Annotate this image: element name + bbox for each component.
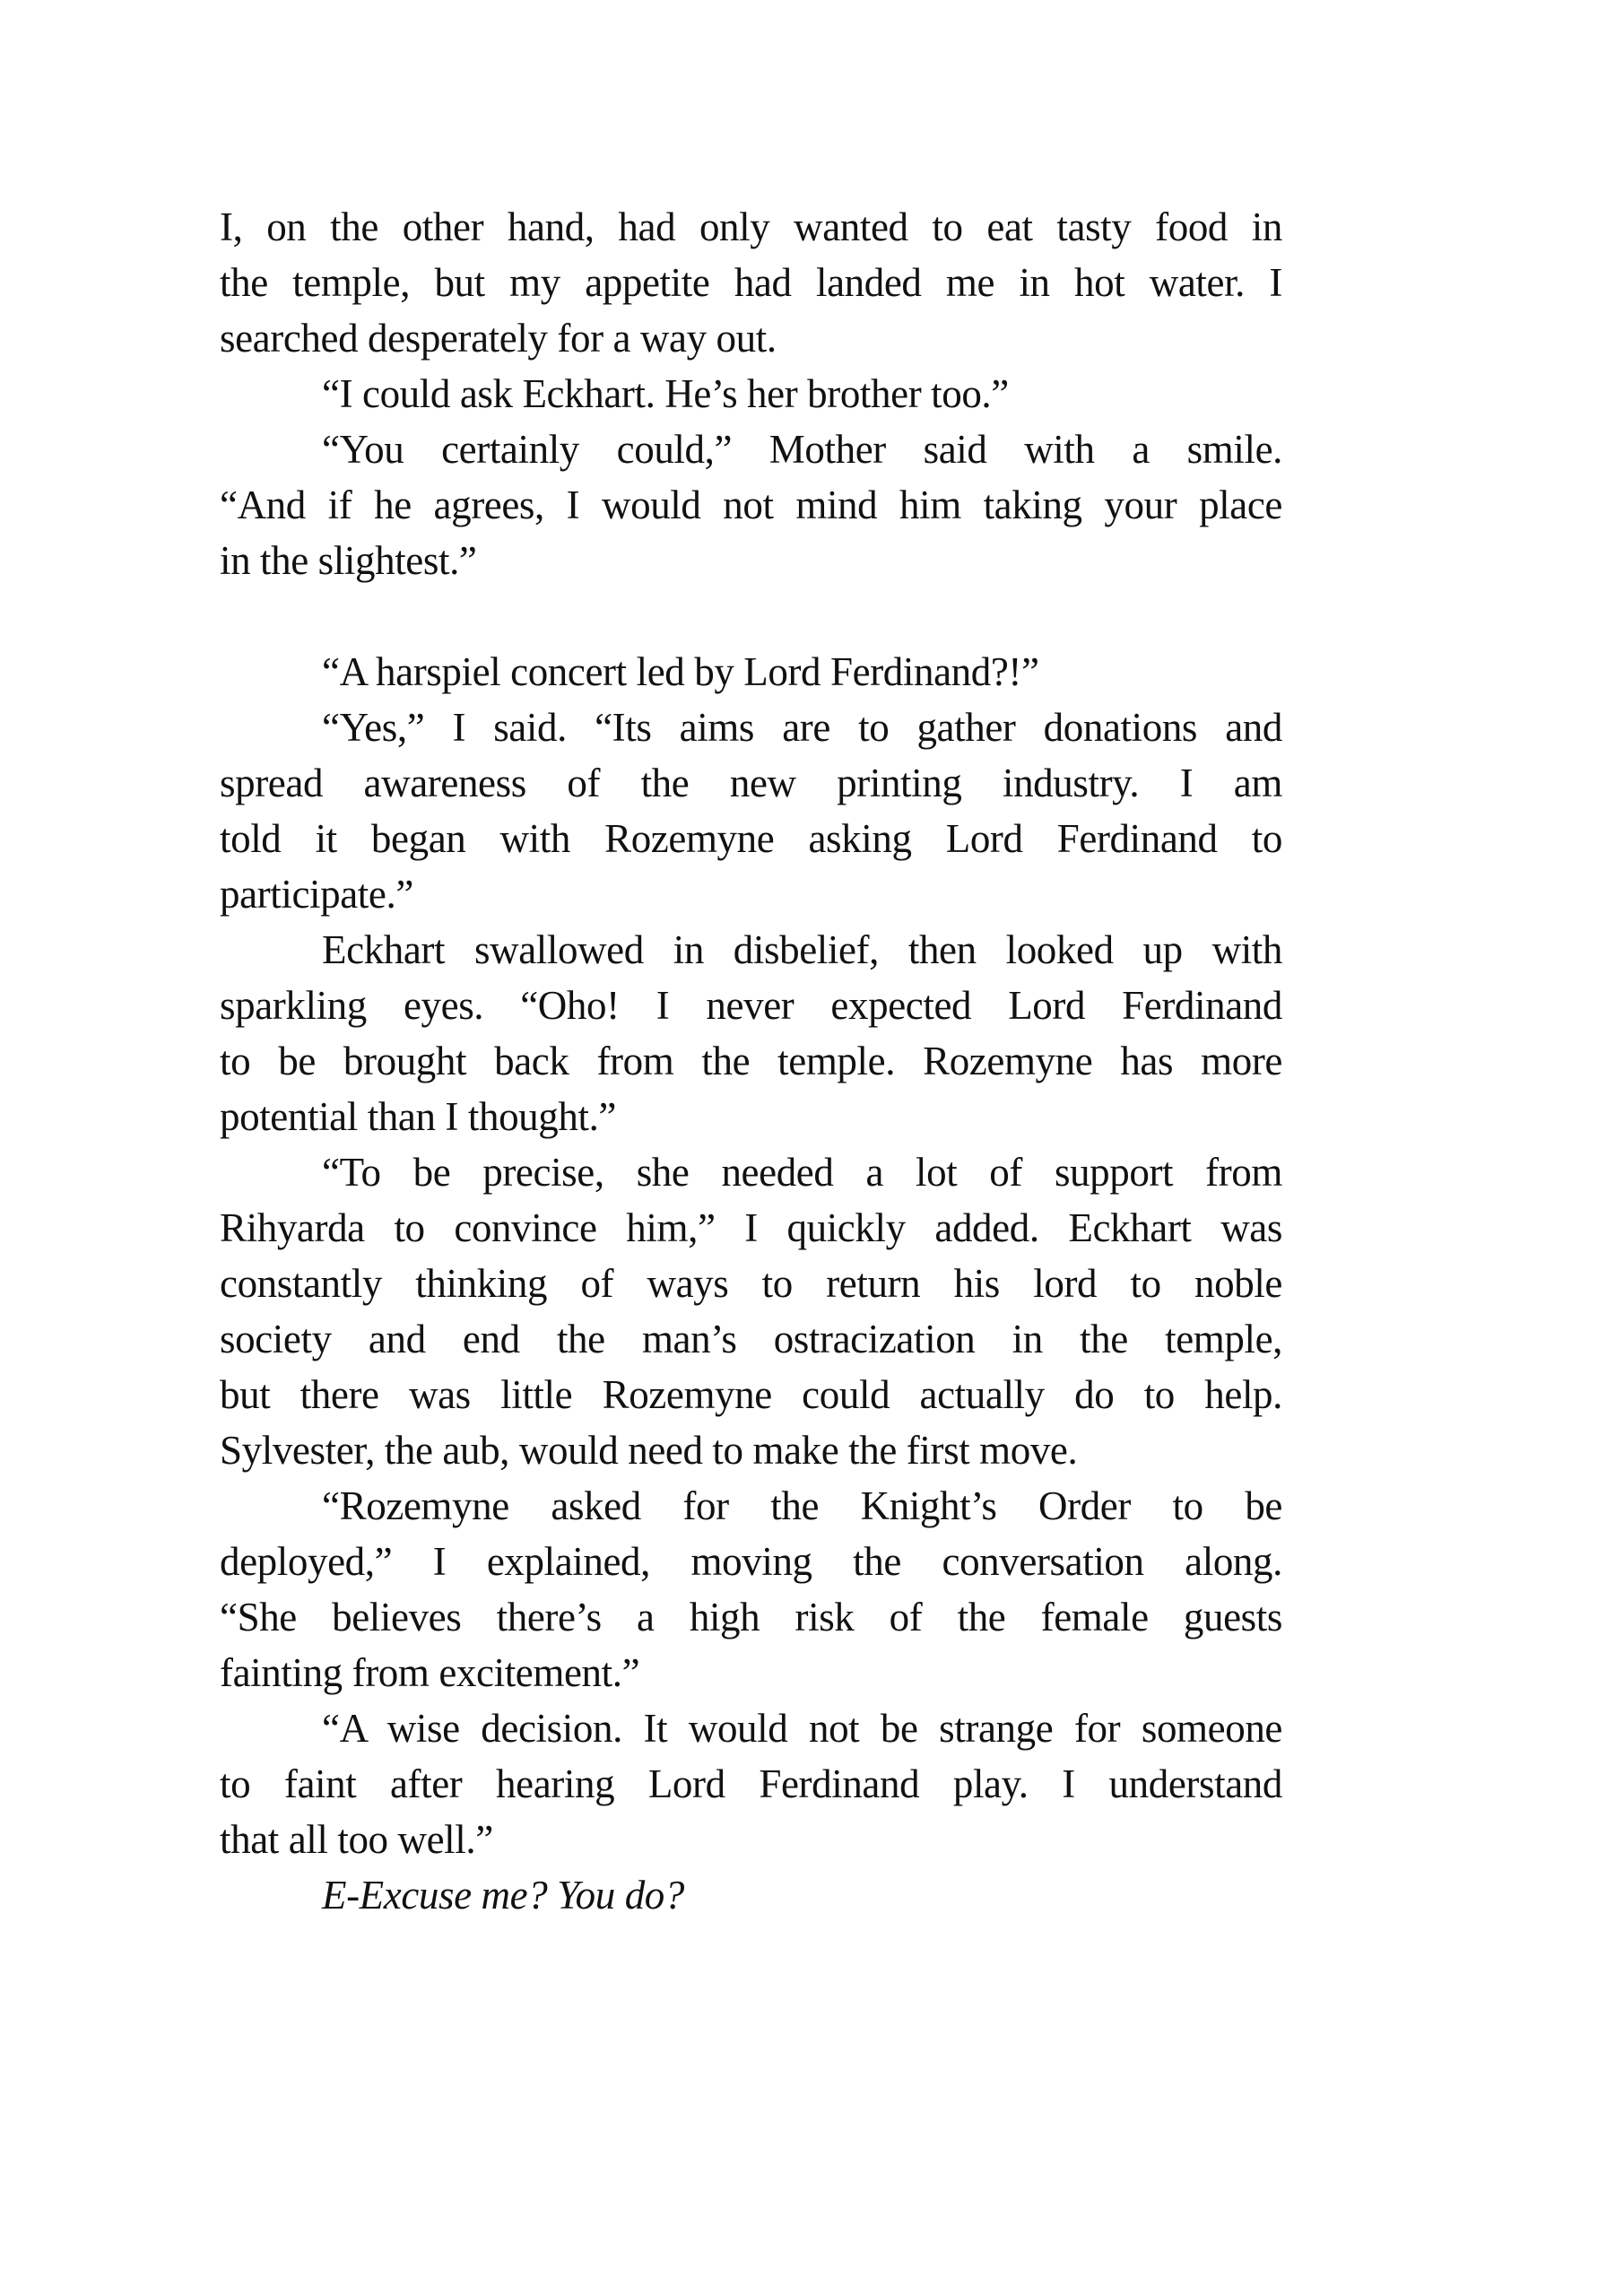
- text-line: searched desperately for a way out.: [220, 316, 777, 361]
- text-line: “You certainly could,” Mother said with a smile.: [322, 427, 1282, 472]
- text-line: sparkling eyes. “Oho! I never expected Lord Ferdinand: [220, 983, 1282, 1028]
- paragraph: [220, 199, 1282, 366]
- text-line: Eckhart swallowed in disbelief, then looked up with: [322, 927, 1282, 972]
- paragraph: [220, 1867, 1282, 1923]
- text-line: to faint after hearing Lord Ferdinand play. I understand: [220, 1761, 1282, 1806]
- text-line: that all too well.”: [220, 1817, 493, 1862]
- text-line: fainting from excitement.”: [220, 1650, 640, 1695]
- book-page: [220, 199, 1282, 1923]
- text-line: participate.”: [220, 872, 413, 917]
- text-line: “I could ask Eckhart. He’s her brother too.”: [322, 371, 1009, 416]
- paragraph: [220, 1144, 1282, 1478]
- text-line: Rihyarda to convince him,” I quickly added. Eckhart was: [220, 1205, 1282, 1250]
- text-line: “And if he agrees, I would not mind him taking your place: [220, 483, 1282, 527]
- text-line: constantly thinking of ways to return his lord to noble: [220, 1261, 1282, 1306]
- text-line: but there was little Rozemyne could actually do to help.: [220, 1372, 1282, 1417]
- text-line: spread awareness of the new printing industry. I am: [220, 761, 1282, 805]
- text-line: in the slightest.”: [220, 538, 477, 583]
- text-line: “She believes there’s a high risk of the female guests: [220, 1595, 1282, 1639]
- paragraph: [220, 366, 1282, 422]
- text-line: E-Excuse me? You do?: [322, 1873, 685, 1918]
- text-line: potential than I thought.”: [220, 1094, 616, 1139]
- text-line: told it began with Rozemyne asking Lord Ferdinand to: [220, 816, 1282, 861]
- text-line: I, on the other hand, had only wanted to eat tasty food in: [220, 204, 1282, 249]
- text-line: to be brought back from the temple. Rozemyne has more: [220, 1039, 1282, 1083]
- text-line: “Yes,” I said. “Its aims are to gather donations and: [322, 705, 1282, 750]
- text-line: “A harspiel concert led by Lord Ferdinand?!”: [322, 649, 1039, 694]
- text-line: the temple, but my appetite had landed me in hot water. I: [220, 260, 1282, 305]
- paragraph: [220, 1700, 1282, 1867]
- paragraph: [220, 922, 1282, 1144]
- scene-break: [220, 588, 1282, 644]
- text-line: “Rozemyne asked for the Knight’s Order to be: [322, 1483, 1282, 1528]
- paragraph: [220, 644, 1282, 700]
- text-line: Sylvester, the aub, would need to make the first move.: [220, 1428, 1078, 1473]
- paragraph: [220, 700, 1282, 922]
- text-line: “A wise decision. It would not be strange for someone: [322, 1706, 1282, 1751]
- text-line: society and end the man’s ostracization in the temple,: [220, 1317, 1282, 1361]
- text-line: deployed,” I explained, moving the conversation along.: [220, 1539, 1282, 1584]
- paragraph: [220, 1478, 1282, 1700]
- paragraph: [220, 422, 1282, 588]
- text-line: “To be precise, she needed a lot of support from: [322, 1150, 1282, 1195]
